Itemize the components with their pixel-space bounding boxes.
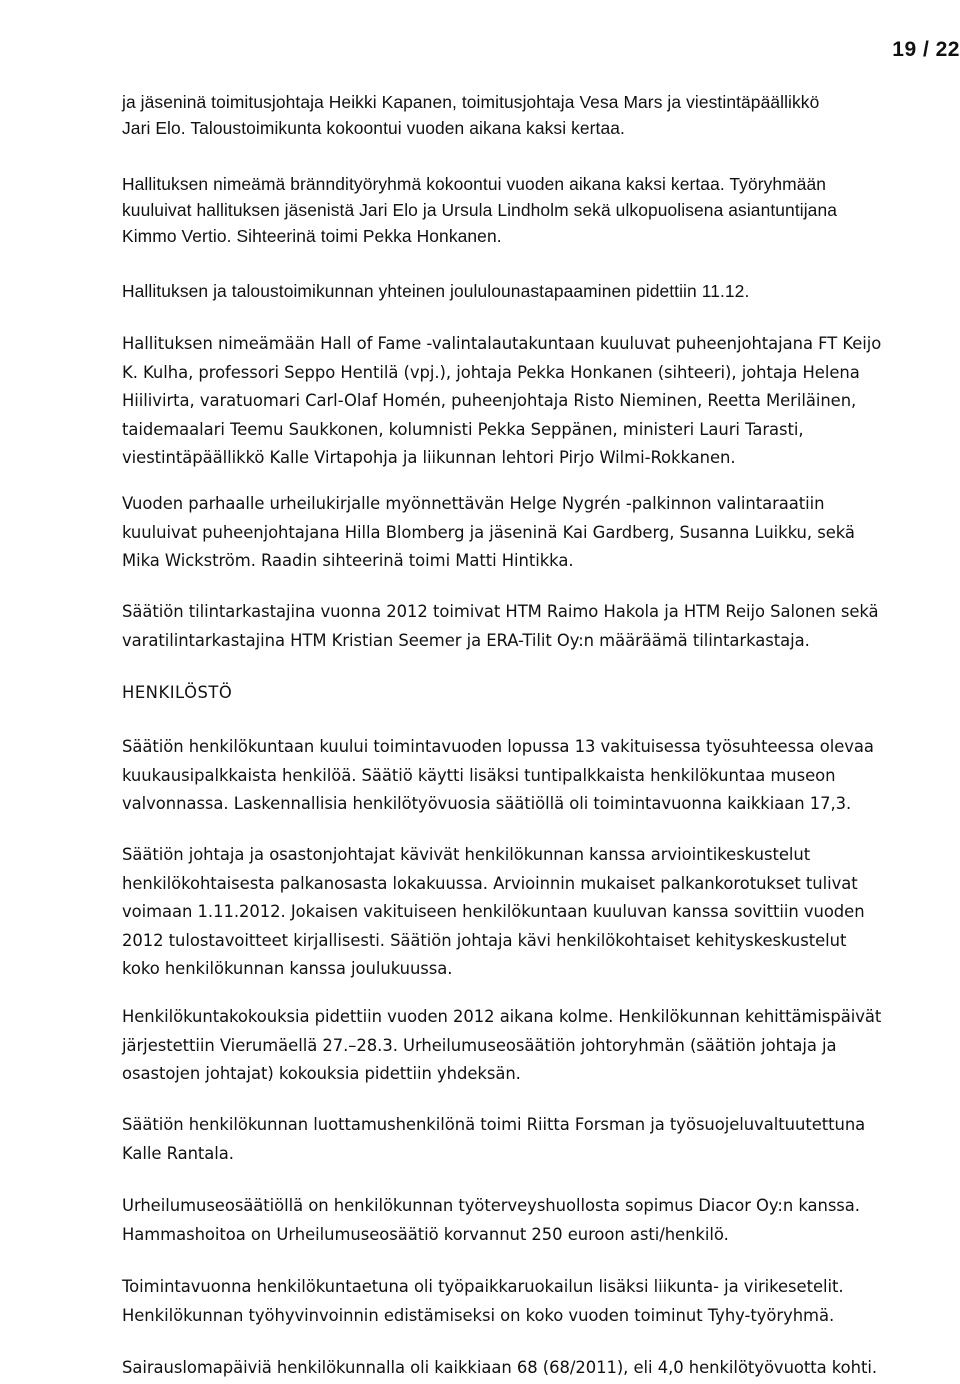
paragraph-arviointikeskustelut	[122, 841, 960, 984]
text-line: kuuluivat hallituksen jäsenistä Jari Elo ja Ursula Lindholm sekä ulkopuolisena asiantuntijana	[122, 200, 837, 220]
paragraph-luottamushenkilo	[122, 1111, 960, 1168]
text-line: Hammashoitoa on Urheilumuseosäätiö korvannut 250 euroon asti/henkilö.	[122, 1224, 729, 1244]
text-line: kuuluivat puheenjohtajana Hilla Blomberg ja jäseninä Kai Gardberg, Susanna Luikku, sekä	[122, 522, 855, 542]
text-line: K. Kulha, professori Seppo Hentilä (vpj.), johtaja Pekka Honkanen (sihteeri), johtaja Helena	[122, 362, 860, 382]
text-line: Toimintavuonna henkilökuntaetuna oli työpaikkaruokailun lisäksi liikunta- ja virikesetelit.	[122, 1277, 844, 1296]
text-line: Kimmo Vertio. Sihteerinä toimi Pekka Honkanen.	[122, 226, 502, 246]
page-number: 19 / 22	[892, 38, 960, 61]
text-line: 2012 tulostavoitteet kirjallisesti. Säätiön johtaja kävi henkilökohtaiset kehityskeskustelut	[122, 930, 847, 950]
text-line: Hallituksen nimeämä bränndityöryhmä kokoontui vuoden aikana kaksi kertaa. Työryhmään	[122, 174, 827, 194]
section-heading-henkilosto	[122, 679, 960, 707]
text-line: järjestettiin Vierumäellä 27.–28.3. Urheilumuseosäätiön johtoryhmän (säätiön johtaja ja	[122, 1035, 837, 1055]
text-line: Säätiön henkilökunnan luottamushenkilönä toimi Riitta Forsman ja työsuojeluvaltuutettuna	[122, 1115, 866, 1134]
text-line: Henkilökuntakokouksia pidettiin vuoden 2012 aikana kolme. Henkilökunnan kehittämispäivät	[122, 1007, 882, 1026]
paragraph-tilintarkastajat	[122, 598, 960, 655]
text-line: Urheilumuseosäätiöllä on henkilökunnan työterveyshuollosta sopimus Diacor Oy:n kanssa.	[122, 1196, 860, 1215]
text-line: kuukausipalkkaista henkilöä. Säätiö käytti lisäksi tuntipalkkaista henkilökuntaa museon	[122, 765, 836, 785]
text-line: voimaan 1.11.2012. Jokaisen vakituiseen henkilökuntaan kuuluvan kanssa sovittiin vuoden	[122, 902, 865, 922]
text-line: Vuoden parhaalle urheilukirjalle myönnettävän Helge Nygrén -palkinnon valintaraatiin	[122, 494, 825, 513]
paragraph-henkilokuntaedut	[122, 1273, 960, 1330]
text-line: Mika Wickström. Raadin sihteerinä toimi Matti Hintikka.	[122, 551, 574, 571]
paragraph-sairauslomat	[122, 1354, 960, 1383]
text-line: valvonnassa. Laskennallisia henkilötyövuosia säätiöllä oli toimintavuonna kaikkiaan 17,3.	[122, 794, 852, 814]
paragraph-joululounas	[122, 278, 960, 304]
text-line: koko henkilökunnan kanssa joulukuussa.	[122, 959, 453, 979]
paragraph-hall-of-fame	[122, 330, 960, 473]
paragraph-taloustoimikunta	[122, 89, 960, 141]
paragraph-nygren-palkinto	[122, 490, 960, 576]
text-line: henkilökohtaisesta palkanosasta lokakuussa. Arvioinnin mukaiset palkankorotukset tulivat	[122, 873, 858, 893]
text-line: osastojen johtajat) kokouksia pidettiin yhdeksän.	[122, 1064, 521, 1084]
text-line: Kalle Rantala.	[122, 1143, 234, 1163]
text-line: Hallituksen ja taloustoimikunnan yhteinen joululounastapaaminen pidettiin 11.12.	[122, 281, 750, 301]
paragraph-henkilokunta	[122, 733, 960, 819]
text-line: Hallituksen nimeämään Hall of Fame -valintalautakuntaan kuuluvat puheenjohtajana FT Keijo	[122, 334, 882, 353]
text-line: Jari Elo. Taloustoimikunta kokoontui vuoden aikana kaksi kertaa.	[122, 118, 625, 138]
text-line: Sairauslomapäiviä henkilökunnalla oli kaikkiaan 68 (68/2011), eli 4,0 henkilötyövuotta kohti.	[122, 1358, 878, 1377]
paragraph-brandityoryhma	[122, 171, 960, 249]
text-line: Säätiön johtaja ja osastonjohtajat kävivät henkilökunnan kanssa arviointikeskustelut	[122, 845, 811, 864]
text-line: viestintäpäällikkö Kalle Virtapohja ja liikunnan lehtori Pirjo Wilmi-Rokkanen.	[122, 448, 736, 468]
text-line: Säätiön tilintarkastajina vuonna 2012 toimivat HTM Raimo Hakola ja HTM Reijo Salonen sekä	[122, 602, 879, 621]
paragraph-tyoterveyshuolto	[122, 1192, 960, 1249]
text-line: Säätiön henkilökuntaan kuului toimintavuoden lopussa 13 vakituisessa työsuhteessa olevaa	[122, 737, 874, 756]
text-line: ja jäseninä toimitusjohtaja Heikki Kapanen, toimitusjohtaja Vesa Mars ja viestintäpäällikkö	[122, 92, 820, 112]
heading-text: HENKILÖSTÖ	[122, 683, 233, 702]
text-line: taidemaalari Teemu Saukkonen, kolumnisti Pekka Seppänen, ministeri Lauri Tarasti,	[122, 419, 804, 439]
text-line: Hiilivirta, varatuomari Carl-Olaf Homén, puheenjohtaja Risto Nieminen, Reetta Meriläinen,	[122, 391, 857, 411]
text-line: varatilintarkastajina HTM Kristian Seemer ja ERA-Tilit Oy:n määräämä tilintarkastaja.	[122, 630, 810, 650]
paragraph-henkilokuntakokoukset	[122, 1003, 960, 1089]
text-line: Henkilökunnan työhyvinvoinnin edistämiseksi on koko vuoden toiminut Tyhy-työryhmä.	[122, 1305, 835, 1325]
